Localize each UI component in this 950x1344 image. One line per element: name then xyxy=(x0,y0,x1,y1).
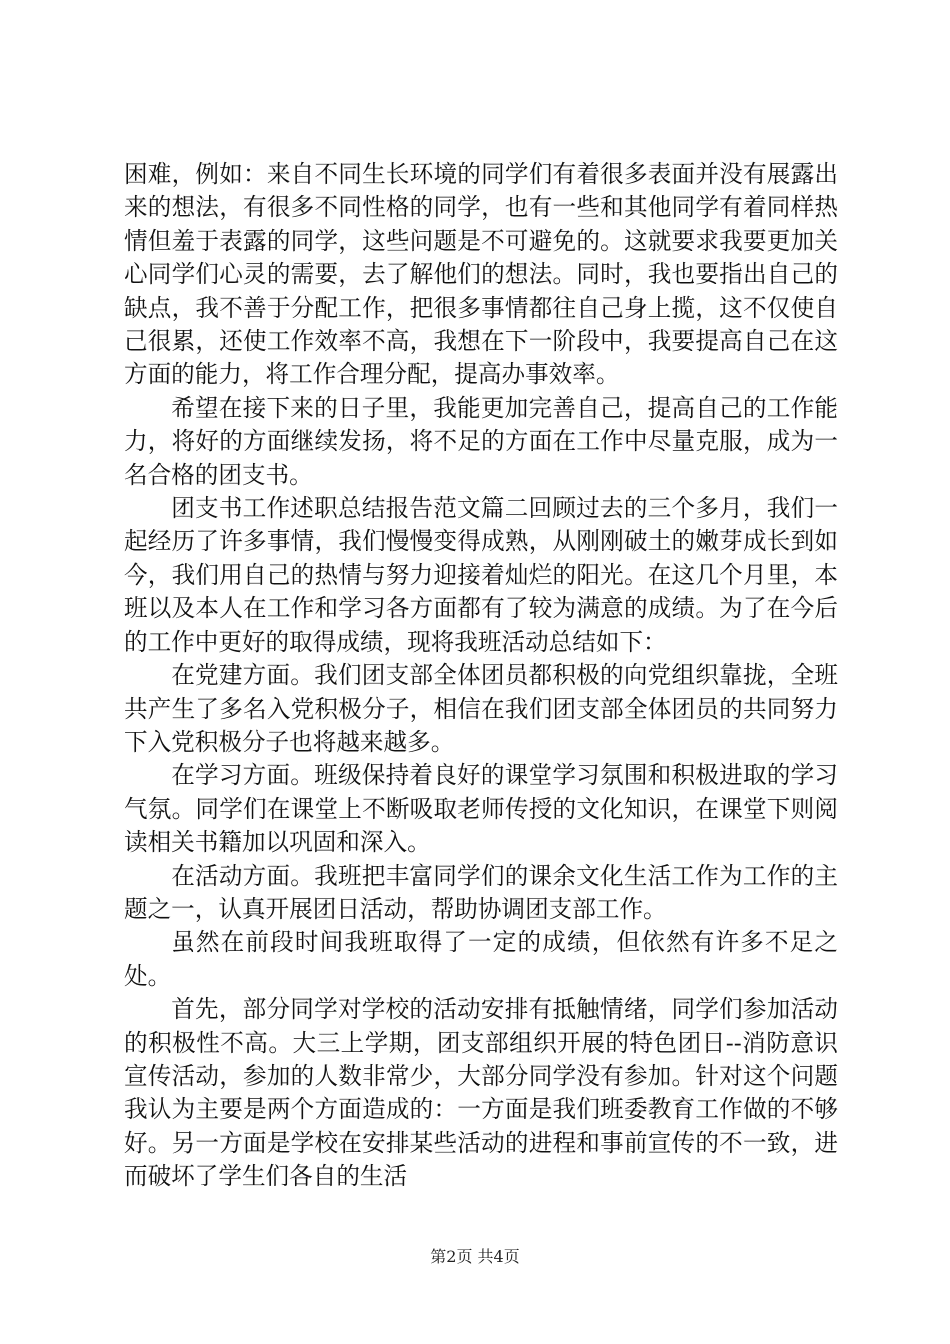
document-body xyxy=(124,158,838,1194)
paragraph-8: 首先，部分同学对学校的活动安排有抵触情绪，同学们参加活动的积极性不高。大三上学期，团支部组织开展的特色团日--消防意识宣传活动，参加的人数非常少，大部分同学没有参加。针对这个问题我认为主要是两个方面造成的：一方面是我们班委教育工作做的不够好。另一方面是学校在安排某些活动的进程和事前宣传的不一致，进而破坏了学生们各自的生活 xyxy=(124,995,838,1191)
paragraph-2: 希望在接下来的日子里，我能更加完善自己，提高自己的工作能力，将好的方面继续发扬，将不足的方面在工作中尽量克服，成为一名合格的团支书。 xyxy=(124,393,838,489)
paragraph-1: 困难，例如：来自不同生长环境的同学们有着很多表面并没有展露出来的想法，有很多不同性格的同学，也有一些和其他同学有着同样热情但羞于表露的同学，这些问题是不可避免的。这就要求我要更加关心同学们心灵的需要，去了解他们的想法。同时，我也要指出自己的缺点，我不善于分配工作，把很多事情都往自己身上揽，这不仅使自己很累，还使工作效率不高，我想在下一阶段中，我要提高自己在这方面的能力，将工作合理分配，提高办事效率。 xyxy=(124,160,838,389)
paragraph-4: 在党建方面。我们团支部全体团员都积极的向党组织靠拢，全班共产生了多名入党积极分子，相信在我们团支部全体团员的共同努力下入党积极分子也将越来越多。 xyxy=(124,661,838,756)
paragraph-3: 团支书工作述职总结报告范文篇二回顾过去的三个多月，我们一起经历了许多事情，我们慢慢变得成熟，从刚刚破土的嫩芽成长到如今，我们用自己的热情与努力迎接着灿烂的阳光。在这几个月里，本班以及本人在工作和学习各方面都有了较为满意的成绩。为了在今后的工作中更好的取得成绩，现将我班活动总结如下： xyxy=(124,494,838,656)
paragraph-7: 虽然在前段时间我班取得了一定的成绩，但依然有许多不足之处。 xyxy=(124,928,838,990)
paragraph-6: 在活动方面。我班把丰富同学们的课余文化生活工作为工作的主题之一，认真开展团日活动，帮助协调团支部工作。 xyxy=(124,861,838,923)
paragraph-5: 在学习方面。班级保持着良好的课堂学习氛围和积极进取的学习气氛。同学们在课堂上不断吸取老师传授的文化知识，在课堂下则阅读相关书籍加以巩固和深入。 xyxy=(124,761,838,857)
page-number-footer: 第2页 共4页 xyxy=(430,1247,520,1266)
